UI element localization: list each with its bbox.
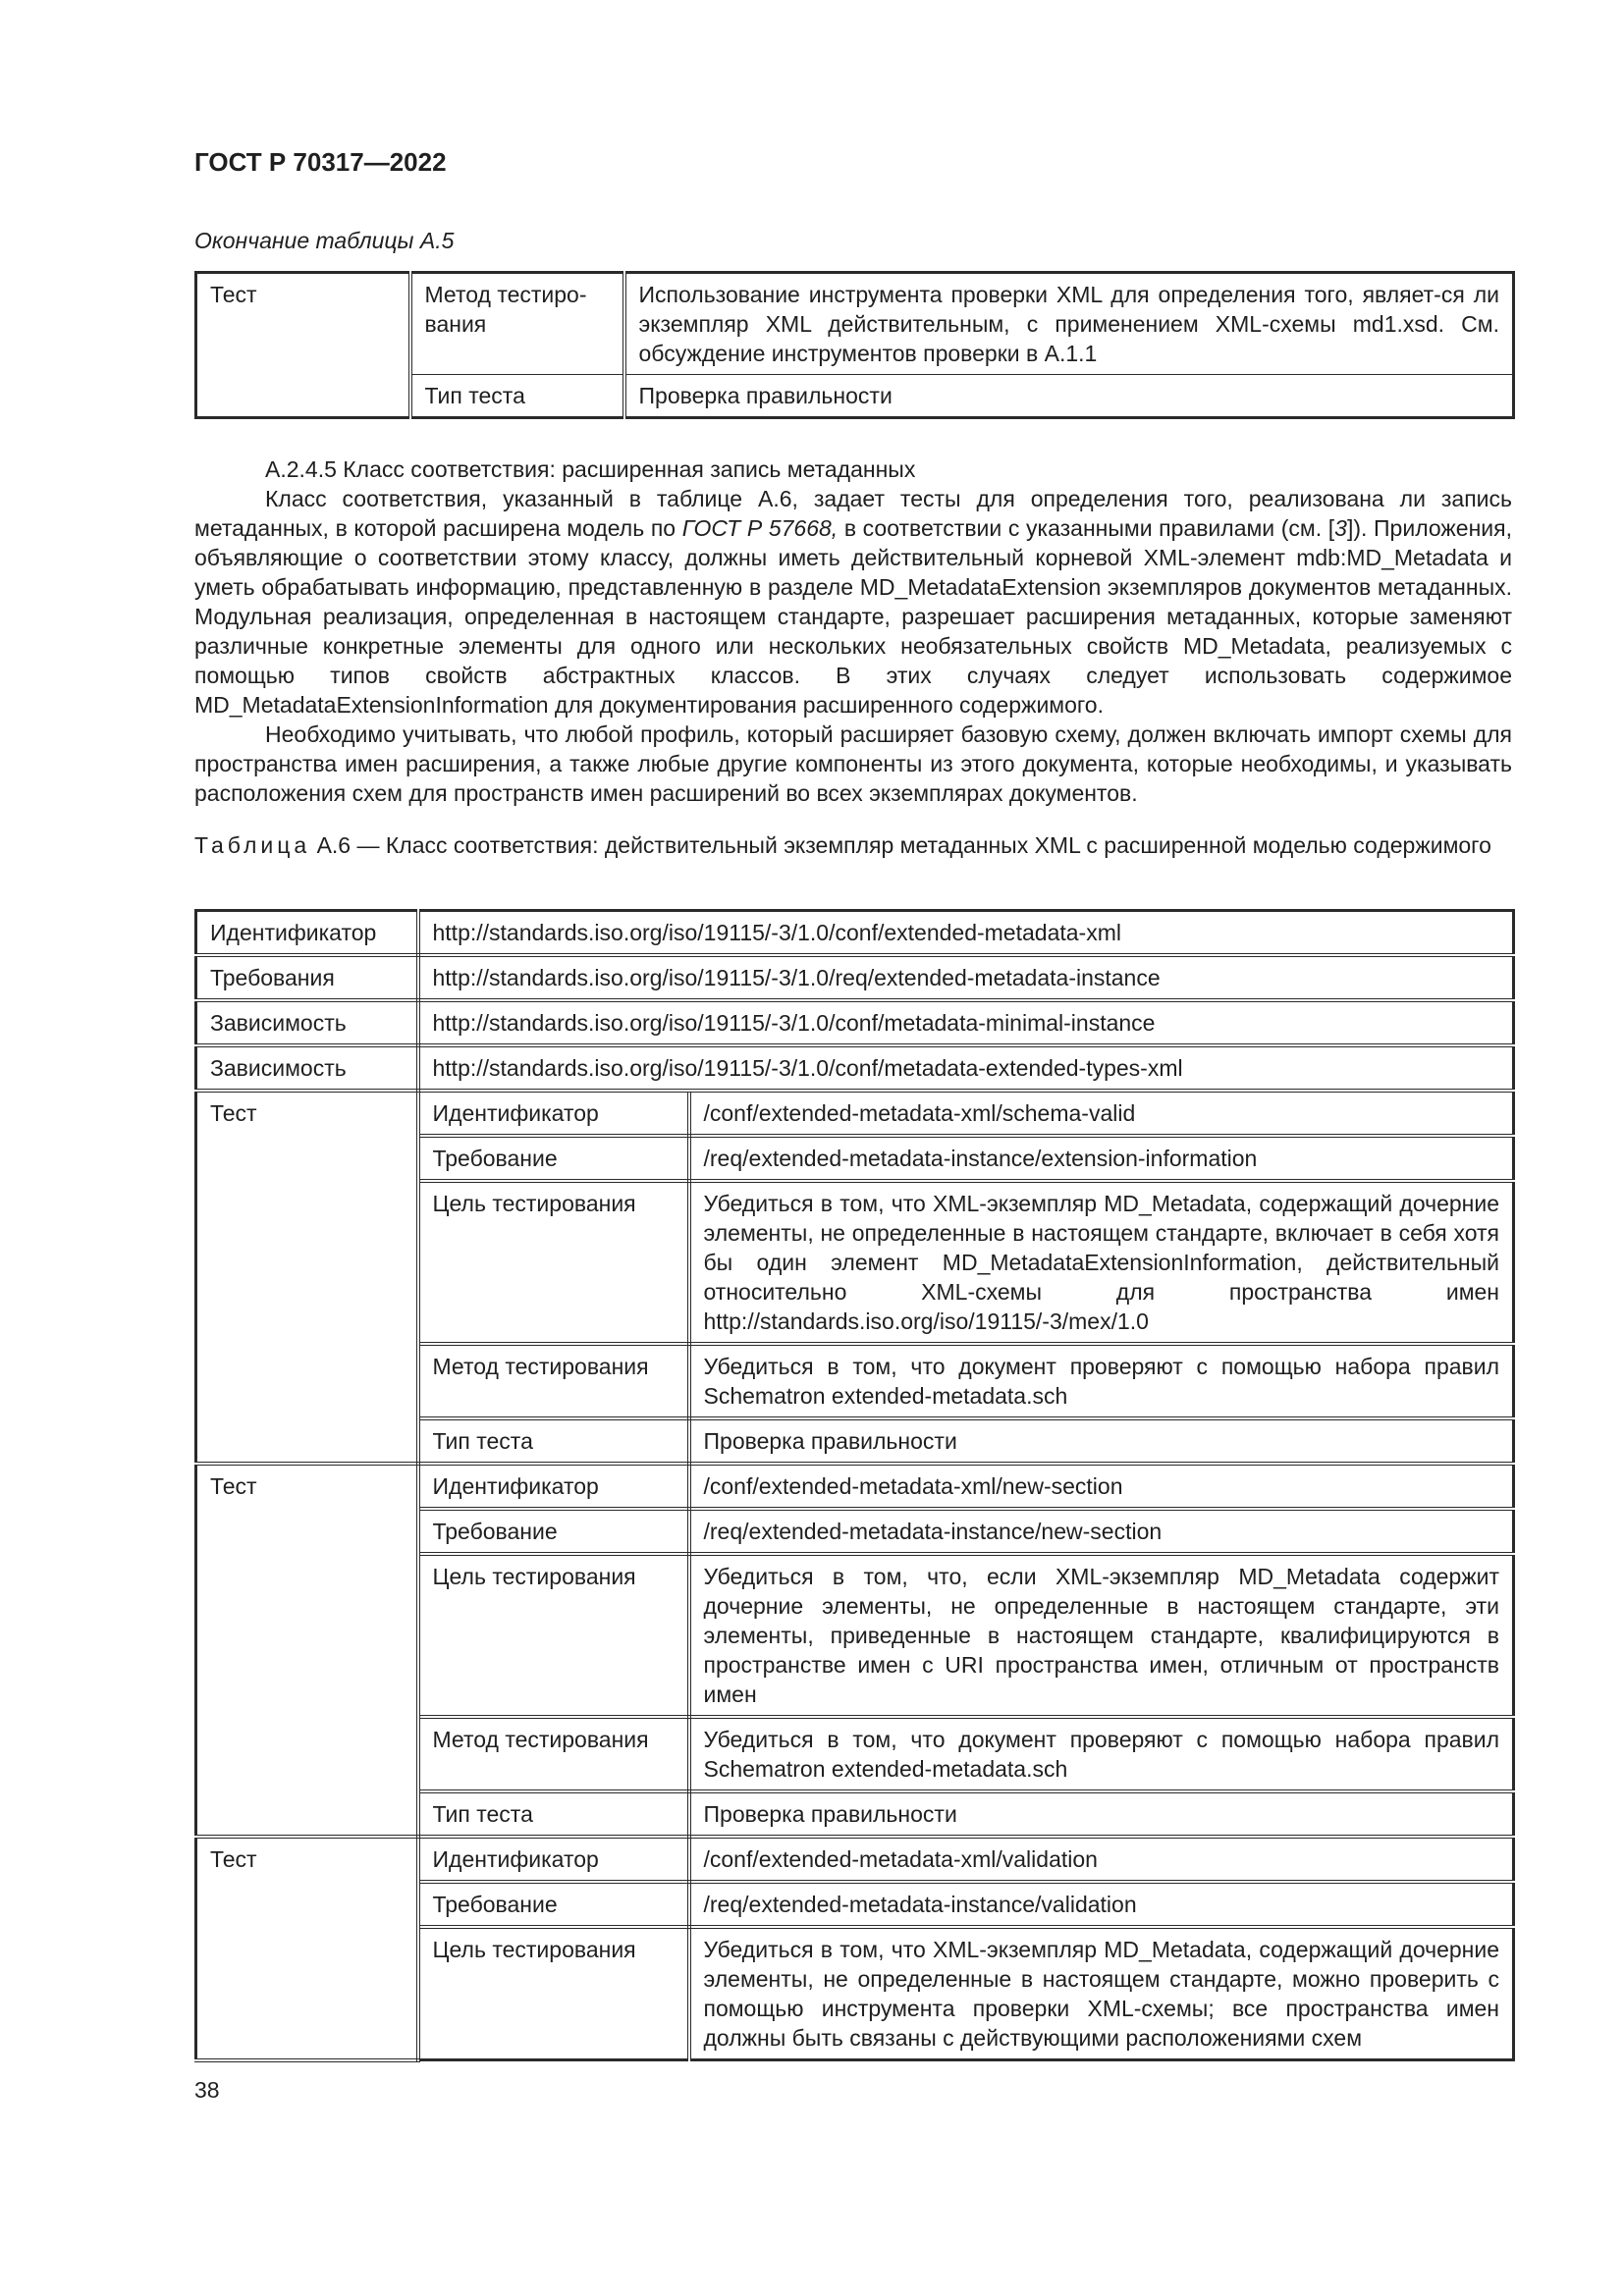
row-value-cell: Убедиться в том, что XML-экземпляр MD_Metadata, содержащий дочерние элементы, не определенные в настоящем стандарте, включает в себя хотя бы один элемент MD_MetadataExtensionInformation, действительный относительно XML-схемы для пространства имен http://standards.iso.org/iso/19115/-3/mex/1.0 (689, 1181, 1514, 1344)
row-value-cell: Проверка правильности (624, 375, 1514, 418)
test-label-cell: Тест (196, 1837, 418, 2060)
row-key-cell: Требование (418, 1882, 689, 1927)
page-number: 38 (194, 2077, 220, 2103)
row-value-cell: Убедиться в том, что, если XML-экземпляр MD_Metadata содержит дочерние элементы, не определенные в настоящем стандарте, эти элементы, приведенные в настоящем стандарте, квалифицируются в пространстве имен с URI пространства имен, отличным от пространств имен (689, 1554, 1514, 1717)
table-row (196, 911, 1514, 956)
row-key-cell: Идентификатор (418, 1464, 689, 1509)
row-key-cell: Тип теста (418, 1791, 689, 1837)
meta-value-cell: http://standards.iso.org/iso/19115/-3/1.0/conf/metadata-minimal-instance (418, 1000, 1514, 1045)
meta-value-cell: http://standards.iso.org/iso/19115/-3/1.0/conf/metadata-extended-types-xml (418, 1045, 1514, 1091)
paragraph-2: Необходимо учитывать, что любой профиль, который расширяет базовую схему, должен включать импорт схемы для пространства имен расширения, а также любые другие компоненты из этого документа, которые необходимы, и указывать расположения схем для пространств имен расширений во всех экземплярах документов. (194, 721, 1512, 806)
table-a5-end (194, 271, 1515, 419)
row-key-cell: Метод тестирования (418, 1717, 689, 1791)
table-row (196, 955, 1514, 1000)
test-label-cell: Тест (196, 1091, 418, 1464)
row-value-cell: /req/extended-metadata-instance/new-section (689, 1509, 1514, 1554)
row-key-cell: Метод тестиро-вания (410, 273, 624, 375)
row-key-cell: Тип теста (410, 375, 624, 418)
meta-value-cell: http://standards.iso.org/iso/19115/-3/1.0/req/extended-metadata-instance (418, 955, 1514, 1000)
table-a6-caption (194, 830, 1512, 860)
row-value-cell: /req/extended-metadata-instance/extension-information (689, 1136, 1514, 1181)
row-value-cell: Проверка правильности (689, 1791, 1514, 1837)
table-row (196, 1091, 1514, 1136)
meta-key-cell: Зависимость (196, 1045, 418, 1091)
standard-header: ГОСТ Р 70317—2022 (194, 147, 447, 177)
bibliography-reference: 3 (1334, 515, 1347, 541)
row-key-cell: Требование (418, 1136, 689, 1181)
paragraph-1-part-3: ]). Приложения, объявляющие о соответствии этому классу, должны иметь действительный корневой XML-элемент mdb:MD_Metadata и уметь обрабатывать информацию, представленную в разделе MD_MetadataExtension экземпляров документов метаданных. Модульная реализация, определенная в настоящем стандарте, разрешает расширения метаданных, которые заменяют различные конкретные элементы для одного или нескольких необязательных свойств MD_Metadata, реализуемых с помощью типов свойств абстрактных классов. В этих случаях следует использовать содержимое MD_MetadataExtensionInformation для документирования расширенного содержимого. (194, 515, 1512, 718)
row-value-cell: Использование инструмента проверки XML для определения того, являет-ся ли экземпляр XML действительным, с применением XML-схемы md1.xsd. См. обсуждение инструментов проверки в А.1.1 (624, 273, 1514, 375)
table-row (196, 273, 1514, 375)
meta-value-cell: http://standards.iso.org/iso/19115/-3/1.0/conf/extended-metadata-xml (418, 911, 1514, 956)
row-value-cell: Проверка правильности (689, 1418, 1514, 1464)
row-key-cell: Идентификатор (418, 1837, 689, 1882)
row-key-cell: Цель тестирования (418, 1554, 689, 1717)
table-a6 (194, 909, 1515, 2062)
meta-key-cell: Требования (196, 955, 418, 1000)
test-label-cell: Тест (196, 273, 410, 418)
section-body (194, 454, 1512, 808)
row-key-cell: Тип теста (418, 1418, 689, 1464)
row-value-cell: /conf/extended-metadata-xml/new-section (689, 1464, 1514, 1509)
meta-key-cell: Идентификатор (196, 911, 418, 956)
table-a5-continuation-caption: Окончание таблицы А.5 (194, 228, 455, 253)
paragraph-1 (194, 484, 1512, 720)
paragraph-1-part-1: Класс соответствия, указанный в таблице А.6, задает тесты для определения того, реализована ли запись метаданных, в которой расширена модель по (194, 486, 1512, 541)
table-caption-label: Таблица (194, 832, 311, 858)
table-caption-text: А.6 — Класс соответствия: действительный экземпляр метаданных XML с расширенной моделью содержимого (316, 832, 1491, 858)
row-value-cell: /req/extended-metadata-instance/validation (689, 1882, 1514, 1927)
row-key-cell: Цель тестирования (418, 1181, 689, 1344)
section-heading: А.2.4.5 Класс соответствия: расширенная запись метаданных (265, 456, 916, 482)
meta-key-cell: Зависимость (196, 1000, 418, 1045)
row-value-cell: /conf/extended-metadata-xml/validation (689, 1837, 1514, 1882)
row-value-cell: Убедиться в том, что документ проверяют с помощью набора правил Schematron extended-metadata.sch (689, 1344, 1514, 1418)
row-key-cell: Требование (418, 1509, 689, 1554)
table-row (196, 1045, 1514, 1091)
standard-reference: ГОСТ Р 57668, (681, 515, 839, 541)
table-row (196, 1000, 1514, 1045)
table-row (196, 1837, 1514, 1882)
row-value-cell: /conf/extended-metadata-xml/schema-valid (689, 1091, 1514, 1136)
test-label-cell: Тест (196, 1464, 418, 1837)
table-row (196, 1464, 1514, 1509)
row-value-cell: Убедиться в том, что XML-экземпляр MD_Metadata, содержащий дочерние элементы, не определенные в настоящем стандарте, можно проверить с помощью инструмента проверки XML-схемы; все пространства имен должны быть связаны с действующими расположениями схем (689, 1927, 1514, 2060)
row-key-cell: Идентификатор (418, 1091, 689, 1136)
row-key-cell: Цель тестирования (418, 1927, 689, 2060)
paragraph-1-part-2: в соответствии с указанными правилами (см. [ (838, 515, 1335, 541)
row-value-cell: Убедиться в том, что документ проверяют с помощью набора правил Schematron extended-metadata.sch (689, 1717, 1514, 1791)
row-key-cell: Метод тестирования (418, 1344, 689, 1418)
